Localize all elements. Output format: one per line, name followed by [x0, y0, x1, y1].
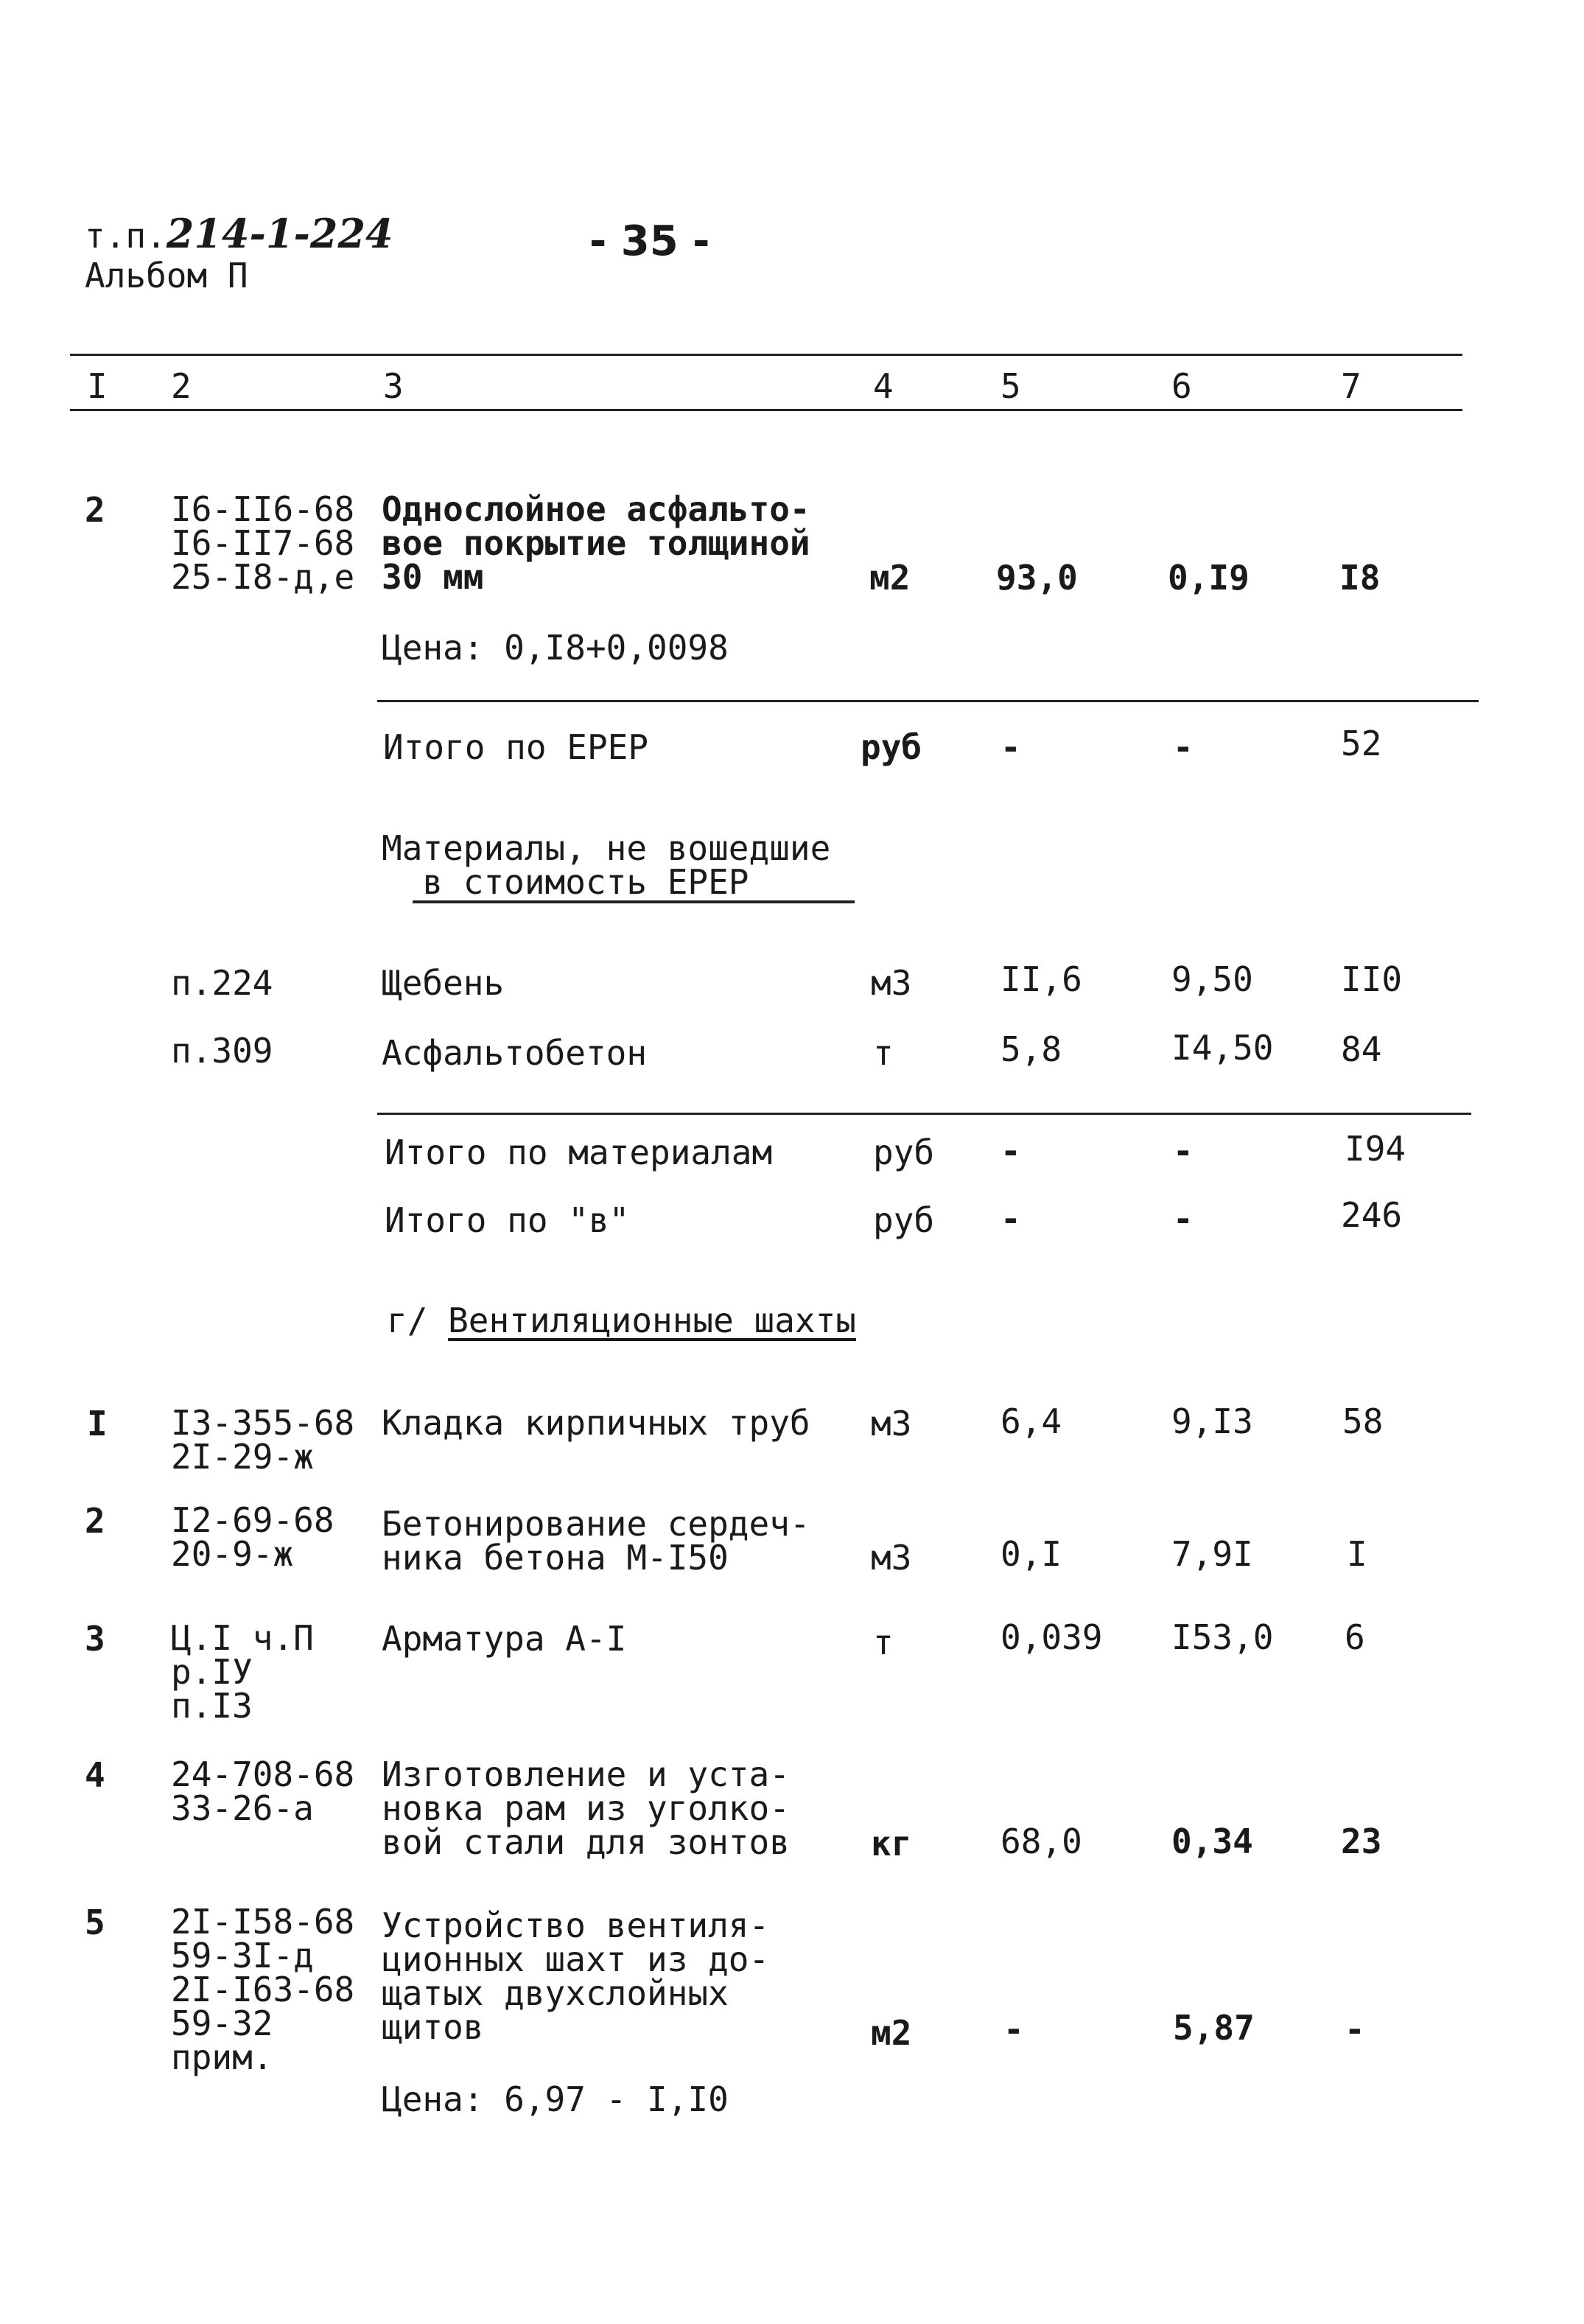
col-header-7: 7	[1341, 366, 1362, 406]
row-qty: -	[1003, 2009, 1024, 2049]
row-name: Щебень	[382, 963, 505, 1003]
row-number: 2	[85, 490, 105, 530]
price-note: Цена: 0,I8+0,0098	[382, 628, 729, 668]
total-unit: руб	[861, 727, 922, 767]
total-sum: 246	[1341, 1195, 1403, 1235]
doc-prefix: т.п.	[85, 216, 167, 256]
materials-total-rule	[377, 1113, 1471, 1115]
row-total: II0	[1341, 959, 1403, 999]
section-prefix: г/	[387, 1301, 428, 1340]
row-code: I3-355-68 2I-29-ж	[171, 1403, 355, 1477]
row-qty: 5,8	[1000, 1029, 1062, 1069]
header-top-rule	[70, 354, 1462, 356]
row-total: I	[1347, 1534, 1367, 1574]
row-name: Арматура А-I	[382, 1619, 627, 1659]
row-name: Устройство вентиля- ционных шахт из до- щатых двухслойных щитов	[382, 1905, 770, 2047]
row-qty: 0,I	[1000, 1534, 1062, 1574]
col-header-5: 5	[1000, 366, 1021, 406]
total-label: Итого по "в"	[385, 1200, 630, 1240]
row-qty: II,6	[1000, 959, 1082, 999]
materials-heading-underline	[413, 900, 855, 903]
col-header-2: 2	[171, 366, 192, 406]
total-qty: -	[1000, 1131, 1021, 1171]
row-name: Однослойное асфальто- вое покрытие толщиной 30 мм	[382, 489, 810, 597]
row-number: 2	[85, 1501, 105, 1541]
row-unit: м2	[869, 558, 911, 598]
row-unit: т	[873, 1033, 894, 1073]
row-qty: 0,039	[1000, 1617, 1103, 1657]
row-price: 7,9I	[1171, 1534, 1253, 1574]
row-name: Асфальтобетон	[382, 1033, 648, 1073]
total-unit: руб	[873, 1133, 935, 1172]
row-code: п.309	[171, 1031, 273, 1071]
row-unit: м3	[871, 1538, 912, 1578]
row-unit: кг	[871, 1824, 912, 1863]
row-number: 3	[85, 1619, 105, 1659]
row-code: I2-69-68 20-9-ж	[171, 1500, 334, 1574]
row-total: I8	[1339, 558, 1381, 598]
col-header-4: 4	[873, 366, 894, 406]
doc-reference	[85, 210, 393, 257]
row-price: 9,50	[1171, 959, 1253, 999]
price-note: Цена: 6,97 - I,I0	[382, 2079, 729, 2119]
row-number: 4	[85, 1755, 105, 1795]
row-unit: м3	[871, 1404, 912, 1443]
row-code: 24-708-68 33-26-а	[171, 1754, 355, 1828]
subtotal-rule	[377, 700, 1479, 702]
row-code: п.224	[171, 963, 273, 1003]
row-price: I4,50	[1171, 1028, 1274, 1068]
row-code: Ц.I ч.П р.IУ п.I3	[171, 1618, 314, 1726]
row-price: 0,I9	[1168, 558, 1250, 598]
header-bottom-rule	[70, 409, 1462, 411]
row-price: 9,I3	[1171, 1401, 1253, 1441]
col-header-6: 6	[1171, 366, 1192, 406]
total-qty: -	[1000, 727, 1021, 767]
doc-number-handwritten: 214-1-224	[166, 210, 393, 257]
total-qty: -	[1000, 1199, 1021, 1239]
row-price: 0,34	[1171, 1821, 1253, 1861]
row-code: 2I-I58-68 59-3I-д 2I-I63-68 59-32 прим.	[171, 1902, 355, 2077]
row-code: I6-II6-68 I6-II7-68 25-I8-д,е	[171, 489, 355, 597]
row-number: I	[87, 1404, 108, 1443]
row-total: 84	[1341, 1029, 1382, 1069]
row-qty: 68,0	[1000, 1821, 1082, 1861]
total-sum: 52	[1341, 724, 1382, 763]
materials-heading: Материалы, не вошедшие в стоимость ЕРЕР	[382, 828, 831, 902]
row-price: I53,0	[1171, 1617, 1274, 1657]
row-name: Изготовление и уста- новка рам из уголко- вой стали для зонтов	[382, 1754, 790, 1862]
row-name: Кладка кирпичных труб	[382, 1403, 810, 1443]
row-total: 58	[1342, 1401, 1384, 1441]
row-total: -	[1345, 2009, 1365, 2049]
row-price: 5,87	[1173, 2008, 1255, 2048]
page-number: - 35 -	[589, 217, 710, 265]
total-label: Итого по материалам	[385, 1133, 773, 1172]
album-label: Альбом П	[85, 256, 248, 295]
total-unit: руб	[873, 1200, 935, 1240]
total-price: -	[1173, 1199, 1194, 1239]
col-header-3: 3	[383, 366, 404, 406]
row-unit: м2	[871, 2013, 912, 2053]
row-number: 5	[85, 1903, 105, 1942]
total-label: Итого по ЕРЕР	[383, 727, 649, 767]
row-qty: 93,0	[996, 558, 1078, 598]
row-total: 6	[1345, 1617, 1365, 1657]
col-header-1: I	[87, 366, 108, 406]
section-heading	[387, 1303, 856, 1338]
row-name: Бетонирование сердеч- ника бетона М-I50	[382, 1504, 810, 1578]
row-unit: м3	[871, 963, 912, 1003]
total-sum: I94	[1345, 1129, 1406, 1169]
section-title: Вентиляционные шахты	[448, 1301, 856, 1340]
row-unit: т	[873, 1623, 894, 1662]
row-total: 23	[1341, 1821, 1382, 1861]
total-price: -	[1173, 727, 1194, 767]
row-qty: 6,4	[1000, 1401, 1062, 1441]
total-price: -	[1173, 1131, 1194, 1171]
